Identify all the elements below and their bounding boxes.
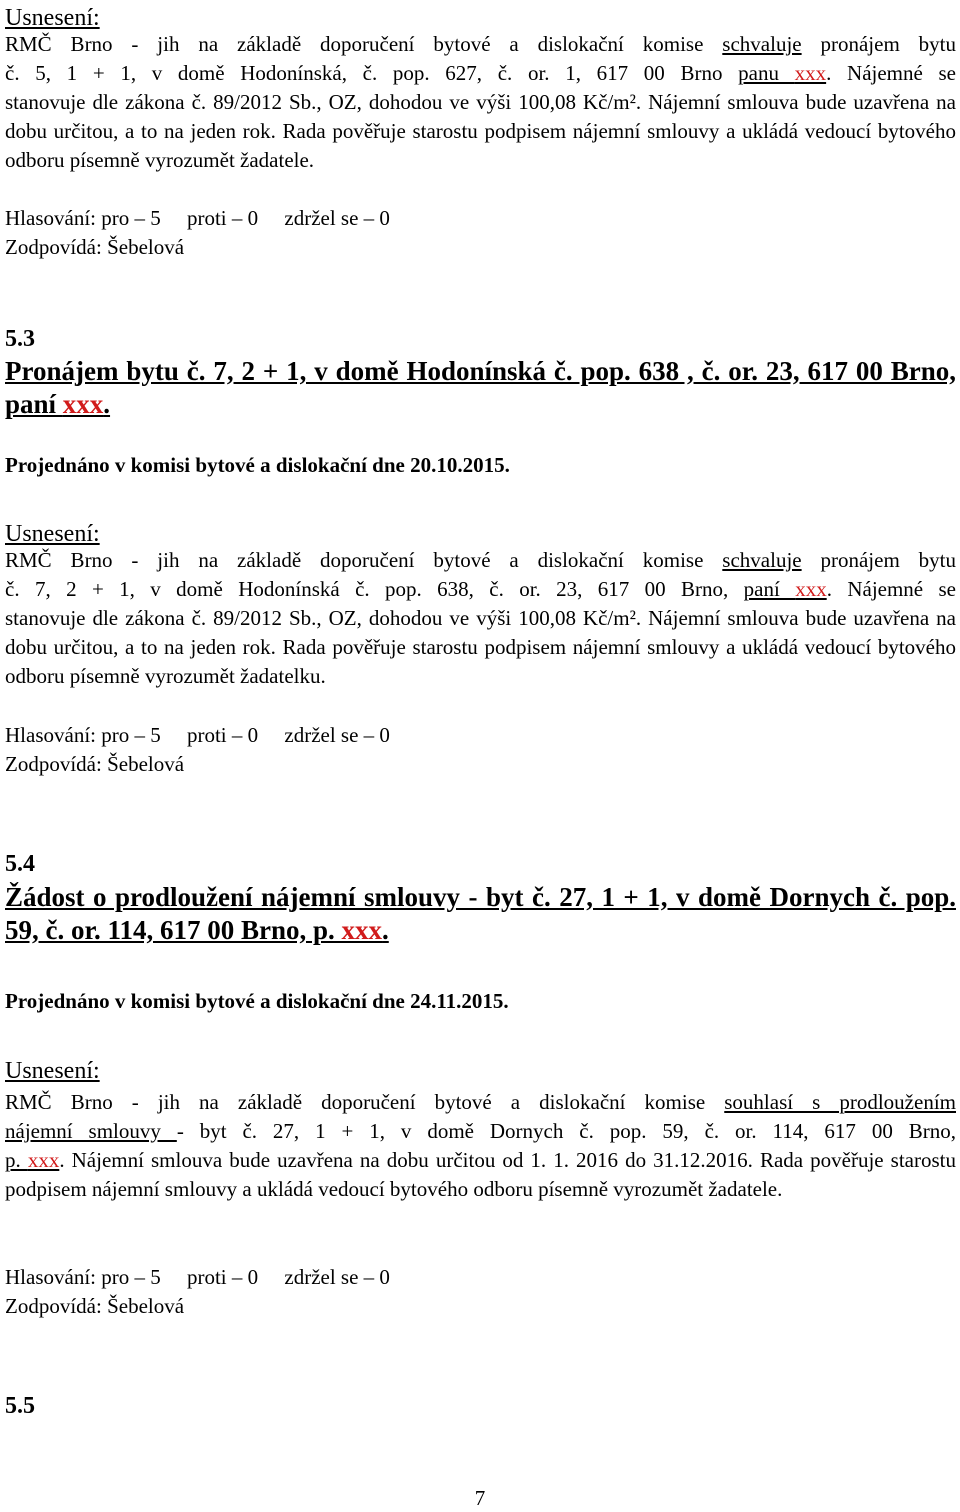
section-number: 5.4: [5, 851, 35, 877]
section-title: [5, 355, 956, 421]
section-number: 5.5: [5, 1393, 35, 1419]
section-title: [5, 881, 956, 947]
resolution-text: stanovuje dle zákona č. 89/2012 Sb., OZ, dohodou ve výši 100,08 Kč/m². Nájemní smlouva bude uzavřena na dobu určitou, a to na jeden rok. Rada pověřuje starostu podpisem nájemní smlouvy a ukládá vedoucí bytového odboru písemně vyrozumět žadatelku.: [5, 606, 956, 688]
vote-result: Hlasování: pro – 5 proti – 0 zdržel se – 0: [5, 206, 390, 230]
redacted-name: xxx: [794, 61, 827, 85]
redacted-name: xxx: [27, 1148, 60, 1172]
responsible-person: Zodpovídá: Šebelová: [5, 235, 185, 259]
vote-result: Hlasování: pro – 5 proti – 0 zdržel se – 0: [5, 723, 390, 747]
text: RMČ Brno - jih na základě doporučení bytové a dislokační komise: [5, 32, 723, 56]
text: .: [103, 389, 111, 419]
page-number: 7: [474, 1486, 486, 1510]
redacted-name: xxx: [62, 389, 104, 419]
tenant-salutation: p.: [5, 1148, 28, 1172]
text: . Nájemní smlouva bude uzavřena na dobu určitou od 1. 1. 2016 do 31.12.2016. Rada pověřuje starostu podpisem nájemní smlouvy a ukládá vedoucí bytového odboru písemně vyrozumět žadatele.: [5, 1148, 956, 1201]
discussed-date: Projednáno v komisi bytové a dislokační dne 20.10.2015.: [5, 453, 510, 477]
resolution-verb: schvaluje: [722, 32, 802, 56]
tenant-salutation: paní: [743, 577, 796, 601]
resolution-verb: nájemní smlouvy: [5, 1119, 177, 1143]
resolution-heading: Usnesení:: [5, 5, 100, 31]
responsible-person: Zodpovídá: Šebelová: [5, 1294, 185, 1318]
text: RMČ Brno - jih na základě doporučení bytové a dislokační komise: [5, 548, 723, 572]
text: . Nájemné se: [826, 577, 956, 601]
resolution-line: [5, 59, 956, 88]
resolution-line: [5, 1117, 956, 1146]
resolution-line: [5, 30, 956, 59]
redacted-name: xxx: [795, 577, 827, 601]
text: - byt č. 27, 1 + 1, v domě Dornych č. pop. 59, č. or. 114, 617 00 Brno,: [176, 1119, 956, 1143]
responsible-person: Zodpovídá: Šebelová: [5, 752, 185, 776]
resolution-heading: Usnesení:: [5, 1058, 100, 1084]
resolution-verb: souhlasí s prodloužením: [724, 1090, 956, 1114]
resolution-text: stanovuje dle zákona č. 89/2012 Sb., OZ, dohodou ve výši 100,08 Kč/m². Nájemní smlouva bude uzavřena na dobu určitou, a to na jeden rok. Rada pověřuje starostu podpisem nájemní smlouvy a ukládá vedoucí bytového odboru písemně vyrozumět žadatele.: [5, 90, 956, 172]
section-number: 5.3: [5, 326, 35, 352]
text: pronájem bytu: [801, 32, 956, 56]
text: RMČ Brno - jih na základě doporučení bytové a dislokační komise: [5, 1090, 725, 1114]
text: Pronájem bytu č. 7, 2 + 1, v domě Hodonínská č. pop. 638 , č. or. 23, 617 00 Brno, paní: [5, 356, 956, 419]
resolution-line: [5, 546, 956, 575]
discussed-date: Projednáno v komisi bytové a dislokační dne 24.11.2015.: [5, 989, 509, 1013]
resolution-line: [5, 575, 956, 604]
text: .: [382, 915, 389, 945]
text: pronájem bytu: [801, 548, 956, 572]
text: Žádost o prodloužení nájemní smlouvy - byt č. 27, 1 + 1, v domě Dornych č. pop. 59, č. or. 114, 617 00 Brno, p.: [5, 882, 956, 945]
text: č. 5, 1 + 1, v domě Hodonínská, č. pop. 627, č. or. 1, 617 00 Brno: [5, 61, 739, 85]
text: . Nájemné se: [826, 61, 956, 85]
vote-result: Hlasování: pro – 5 proti – 0 zdržel se – 0: [5, 1265, 390, 1289]
tenant-salutation: panu: [738, 61, 795, 85]
redacted-name: xxx: [341, 915, 383, 945]
text: č. 7, 2 + 1, v domě Hodonínská č. pop. 638, č. or. 23, 617 00 Brno,: [5, 577, 744, 601]
resolution-verb: schvaluje: [722, 548, 802, 572]
resolution-line: [5, 1088, 956, 1117]
resolution-heading: Usnesení:: [5, 521, 100, 547]
resolution-text: [5, 1146, 956, 1204]
